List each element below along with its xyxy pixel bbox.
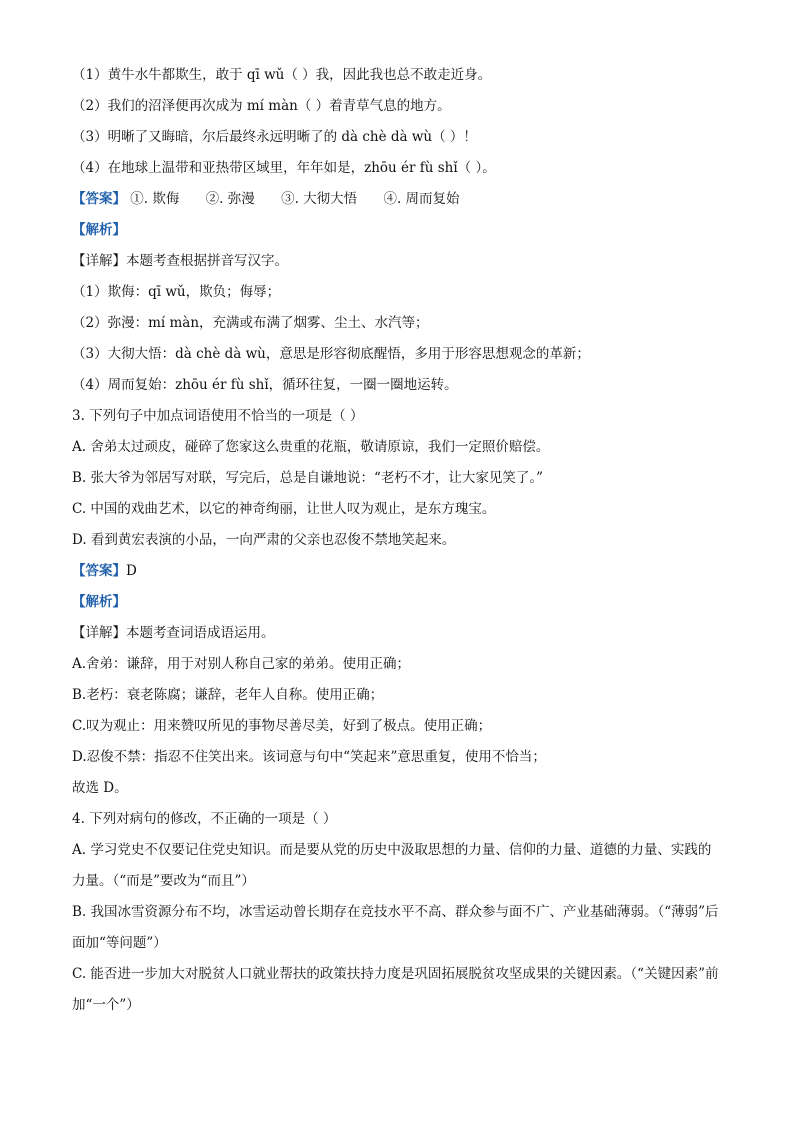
q2-detail-item-4: （4）周而复始：zhōu ér fù shǐ，循环往复，一圈一圈地运转。 — [72, 377, 458, 393]
q3-detail-item-c: C.叹为观止：用来赞叹所见的事物尽善尽美，好到了极点。使用正确； — [72, 718, 492, 734]
q3-option-d: D. 看到黄宏表演的小品，一向严肃的父亲也忍俊不禁地笑起来。 — [72, 532, 456, 548]
q4-stem: 4. 下列对病句的修改，不正确的一项是（ ） — [72, 811, 337, 827]
detail-intro: 本题考查词语成语运用。 — [126, 625, 275, 641]
answer-option-1: ①. 欺侮 — [130, 191, 180, 207]
answer-option-3: ③. 大彻大悟 — [281, 191, 358, 207]
q3-detail-item-a: A.舍弟：谦辞，用于对别人称自己家的弟弟。使用正确； — [72, 656, 411, 672]
q3-analysis — [72, 587, 722, 618]
answer-tag: 【答案】 — [72, 563, 126, 579]
answer-value: D — [126, 563, 137, 579]
q3-detail-item-b: B.老朽：衰老陈腐；谦辞，老年人自称。使用正确； — [72, 687, 384, 703]
q3-option-a: A. 舍弟太过顽皮，碰碎了您家这么贵重的花瓶，敬请原谅，我们一定照价赔偿。 — [72, 439, 550, 455]
q3-option-b: B. 张大爷为邻居写对联，写完后，总是自谦地说：“老朽不才，让大家见笑了。” — [72, 470, 544, 486]
detail-tag: 【详解】 — [72, 253, 126, 269]
detail-intro: 本题考查根据拼音写汉字。 — [126, 253, 288, 269]
q2-detail-item-2: （2）弥漫：mí màn，充满或布满了烟雾、尘土、水汽等； — [72, 315, 429, 331]
q2-detail-item-3: （3）大彻大悟：dà chè dà wù，意思是形容彻底醒悟，多用于形容思想观念的革新； — [72, 346, 590, 362]
q3-option-c: C. 中国的戏曲艺术，以它的神奇绚丽，让世人叹为观止，是东方瑰宝。 — [72, 501, 496, 517]
answer-option-2: ②. 弥漫 — [205, 191, 255, 207]
document-page — [72, 60, 722, 1021]
q4-option-b: B. 我国冰雪资源分布不均，冰雪运动曾长期存在竞技水平不高、群众参与面不广、产业基础薄弱。（“薄弱”后面加“等问题”） — [72, 904, 719, 951]
analysis-tag: 【解析】 — [72, 222, 126, 238]
q2-detail-item-1: （1）欺侮：qī wǔ，欺负；侮辱； — [72, 284, 281, 300]
q2-detail — [72, 246, 722, 277]
q2-item-2: （2）我们的沼泽便再次成为 mí màn（ ）着青草气息的地方。 — [72, 98, 451, 114]
q3-answer — [72, 556, 722, 587]
detail-tag: 【详解】 — [72, 625, 126, 641]
q4-option-c: C. 能否进一步加大对脱贫人口就业帮扶的政策扶持力度是巩固拓展脱贫攻坚成果的关键因素。（“关键因素”前加“一个”） — [72, 966, 719, 1013]
q3-conclusion: 故选 D。 — [72, 780, 128, 796]
q2-item-3: （3）明晰了又晦暗，尔后最终永远明晰了的 dà chè dà wù（ ）！ — [72, 129, 477, 145]
answer-option-4: ④. 周而复始 — [383, 191, 460, 207]
q2-item-1: （1）黄牛水牛都欺生，敢于 qī wǔ（ ）我，因此我也总不敢走近身。 — [72, 67, 492, 83]
q3-stem: 3. 下列句子中加点词语使用不恰当的一项是（ ） — [72, 408, 364, 424]
q3-detail-item-d: D.忍俊不禁：指忍不住笑出来。该词意与句中“笑起来”意思重复，使用不恰当； — [72, 749, 546, 765]
analysis-tag: 【解析】 — [72, 594, 126, 610]
q2-item-4: （4）在地球上温带和亚热带区域里，年年如是，zhōu ér fù shǐ（ ）。 — [72, 160, 496, 176]
answer-tag: 【答案】 — [72, 191, 126, 207]
q2-answer — [72, 184, 722, 215]
q2-analysis — [72, 215, 722, 246]
q3-detail — [72, 618, 722, 649]
q4-option-a: A. 学习党史不仅要记住党史知识。而是要从党的历史中汲取思想的力量、信仰的力量、道德的力量、实践的力量。（“而是”要改为“而且”） — [72, 842, 712, 889]
